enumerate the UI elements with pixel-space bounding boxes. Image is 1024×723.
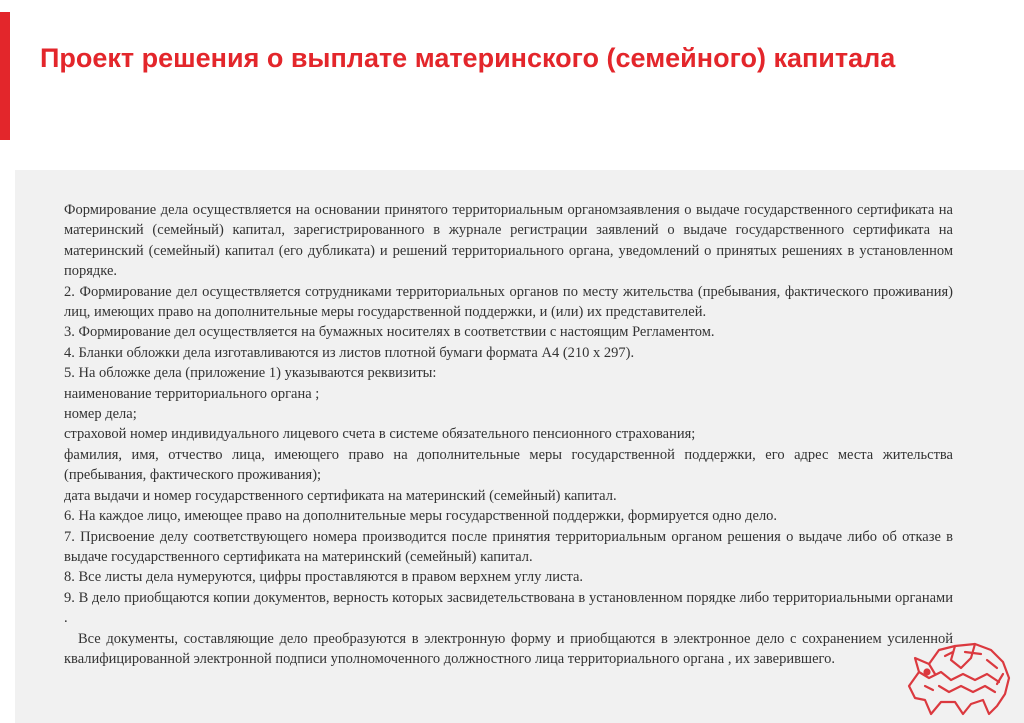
paragraph-final: Все документы, составляющие дело преобразуются в электронную форму и приобщаются в электронное дело с сохранением усиленной квалифицированной электронной подписи уполномоченного должностного лица территориального органа , их заверившего. bbox=[64, 630, 953, 667]
paragraph-item-2: 2. Формирование дел осуществляется сотрудниками территориальных органов по месту жительства (пребывания, фактического проживания) лиц, имеющих право на дополнительные меры государственной поддержки, и (или) их представителей. bbox=[64, 283, 953, 321]
paragraph-item-8: 8. Все листы дела нумеруются, цифры проставляются в правом верхнем углу листа. bbox=[64, 569, 584, 586]
paragraph-item-5: 5. На обложке дела (приложение 1) указываются реквизиты: bbox=[64, 365, 437, 382]
paragraph-item-4: 4. Бланки обложки дела изготавливаются из листов плотной бумаги формата А4 (210 х 297). bbox=[64, 344, 635, 361]
red-ornamental-rhino-logo-icon bbox=[905, 628, 1013, 718]
body-text bbox=[64, 200, 953, 669]
paragraph-item-3: 3. Формирование дел осуществляется на бумажных носителях в соответствии с настоящим Регламентом. bbox=[64, 324, 715, 341]
requisite-line: наименование территориального органа ; bbox=[64, 385, 320, 402]
requisite-line: дата выдачи и номер государственного сертификата на материнский (семейный) капитал. bbox=[64, 487, 617, 504]
requisite-line: фамилия, имя, отчество лица, имеющего право на дополнительные меры государственной поддержки, его адрес места жительства (пребывания, фактического проживания); bbox=[64, 446, 953, 484]
requisite-line: номер дела; bbox=[64, 406, 137, 423]
paragraph-intro: Формирование дела осуществляется на основании принятого территориальным органомзаявления о выдаче государственного сертификата на материнский (семейный) капитал, зарегистрированного в журнале регистрации заявлений о выдаче государственного сертификата на материнский (семейный) капитал (его дубликата) и решений территориального органа, уведомлений о принятых решениях в установленном порядке. bbox=[64, 202, 953, 280]
requisite-line: страховой номер индивидуального лицевого счета в системе обязательного пенсионного страхования; bbox=[64, 426, 696, 443]
paragraph-item-9: 9. В дело приобщаются копии документов, верность которых засвидетельствована в установленном порядке либо территориальными органами . bbox=[64, 589, 953, 627]
paragraph-item-6: 6. На каждое лицо, имеющее право на дополнительные меры государственной поддержки, формируется одно дело. bbox=[64, 508, 778, 525]
paragraph-item-7: 7. Присвоение делу соответствующего номера производится после принятия территориальным органом решения о выдаче либо об отказе в выдаче государственного сертификата на материнский (семейный) капитал. bbox=[64, 528, 953, 565]
red-accent-bar bbox=[0, 12, 10, 140]
slide-title: Проект решения о выплате материнского (семейного) капитала bbox=[40, 43, 896, 73]
